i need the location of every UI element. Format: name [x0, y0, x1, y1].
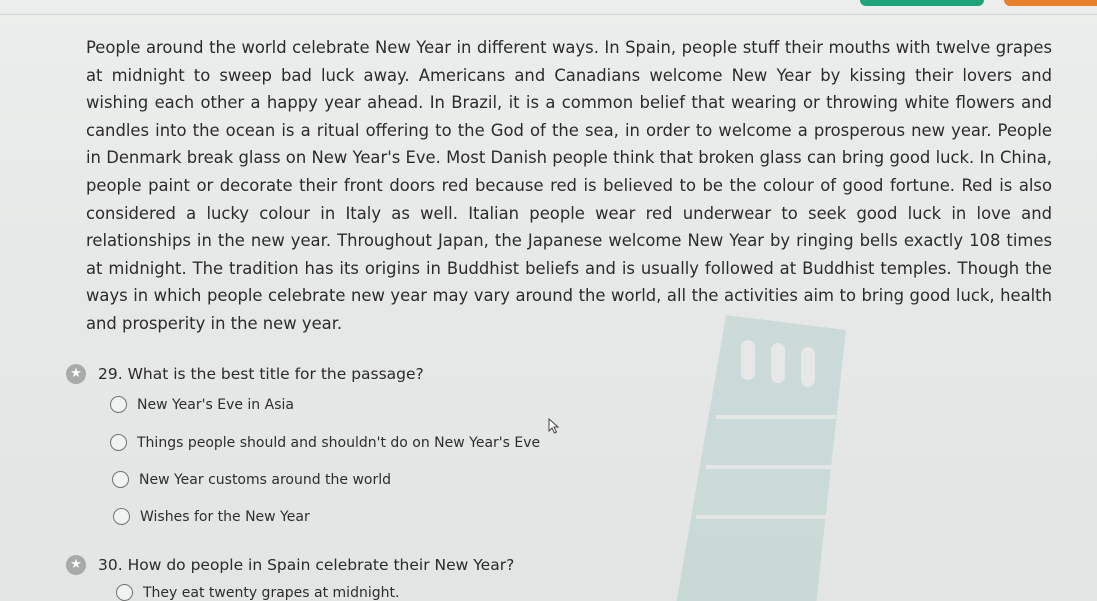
- option-29-a[interactable]: [110, 396, 294, 413]
- option-label: Wishes for the New Year: [140, 508, 310, 525]
- star-icon[interactable]: ★: [66, 364, 86, 384]
- option-29-b[interactable]: [110, 434, 540, 451]
- top-tab-green[interactable]: [860, 0, 984, 6]
- radio-button[interactable]: [113, 508, 130, 525]
- option-label: They eat twenty grapes at midnight.: [143, 584, 400, 601]
- reading-passage: People around the world celebrate New Year in different ways. In Spain, people stuff their mouths with twelve grapes at midnight to sweep bad luck away. Americans and Canadians welcome New Year by kissing their lovers and wishing each other a happy year ahead. In Brazil, it is a common belief that wearing or throwing white flowers and candles into the ocean is a ritual offering to the God of the sea, in order to welcome a prosperous new year. People in Denmark break glass on New Year's Eve. Most Danish people think that broken glass can bring good luck. In China, people paint or decorate their front doors red because red is believed to be the colour of good fortune. Red is also considered a lucky colour in Italy as well. Italian people wear red underwear to seek good luck in love and relationships in the new year. Throughout Japan, the Japanese welcome New Year by ringing bells exactly 108 times at midnight. The tradition has its origins in Buddhist beliefs and is usually followed at Buddhist temples. Though the ways in which people celebrate new year may vary around the world, all the activities aim to bring good luck, health and prosperity in the new year.: [86, 38, 1052, 333]
- radio-button[interactable]: [110, 396, 127, 413]
- question-text: 29. What is the best title for the passage?: [98, 365, 424, 383]
- radio-button[interactable]: [110, 434, 127, 451]
- top-tab-orange[interactable]: [1004, 0, 1097, 6]
- radio-button[interactable]: [116, 584, 133, 601]
- option-29-c[interactable]: [112, 471, 391, 488]
- option-label: New Year customs around the world: [139, 471, 392, 488]
- header-divider: [0, 14, 1097, 15]
- question-29: [66, 364, 424, 384]
- mouse-cursor-icon: [548, 418, 560, 434]
- option-label: New Year's Eve in Asia: [137, 396, 294, 413]
- option-30-a[interactable]: [116, 584, 399, 601]
- option-29-d[interactable]: [113, 508, 310, 525]
- radio-button[interactable]: [112, 471, 129, 488]
- option-label: Things people should and shouldn't do on New Year's Eve: [137, 434, 541, 451]
- star-icon[interactable]: ★: [66, 555, 86, 575]
- leaning-tower-watermark: [656, 305, 856, 601]
- question-30: [66, 555, 514, 575]
- question-text: 30. How do people in Spain celebrate their New Year?: [98, 556, 515, 574]
